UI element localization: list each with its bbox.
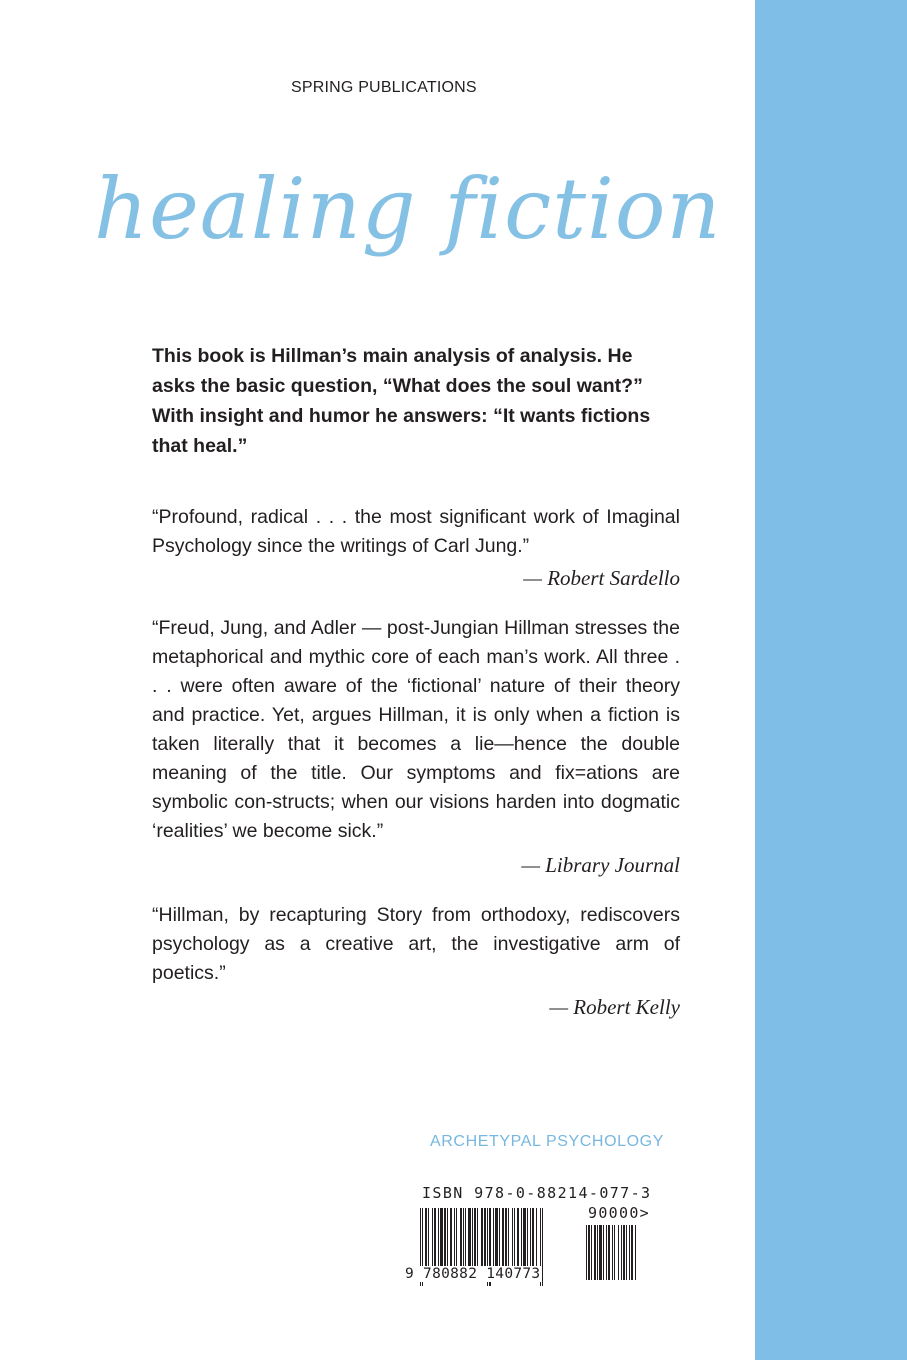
category-label: ARCHETYPAL PSYCHOLOGY (430, 1133, 664, 1150)
back-cover-text (152, 341, 680, 1022)
blurb-attribution: — Robert Sardello (523, 566, 680, 590)
isbn-barcode (404, 1180, 675, 1300)
barcode-bar (629, 1225, 630, 1280)
barcode-bar (591, 1225, 592, 1280)
barcode-bar (621, 1225, 622, 1280)
barcode-bar (612, 1225, 613, 1280)
barcode-bar (626, 1225, 627, 1280)
blurb-quote: “Hillman, by recapturing Story from orthodoxy, rediscovers psychology as a creative art, the investigative arm of poetics.” (152, 904, 680, 984)
blurb-quote: “Freud, Jung, and Adler — post-Jungian Hillman stresses the metaphorical and mythic core of each man’s work. All three . . . were often aware of the ‘fictional’ nature of their theory and practice. Yet, argues Hillman, it is only when a fiction is taken literally that it becomes a lie—hence the double meaning of the title. Our symptoms and fix=ations are symbolic con-structs; when our visions harden into dogmatic ‘realities’ we become sick.” (152, 617, 680, 842)
barcode-bar (594, 1225, 596, 1280)
barcode-bar (608, 1225, 610, 1280)
barcode-bar (606, 1225, 607, 1280)
barcode-bar (603, 1225, 604, 1280)
barcode-bar (588, 1225, 590, 1280)
book-title: healing fiction (94, 160, 722, 258)
barcode-bar (618, 1225, 619, 1280)
barcode-bar (631, 1225, 633, 1280)
book-summary: This book is Hillman’s main analysis of analysis. He asks the basic question, “What does the soul want?” With insight and humor he answers: “It wants fictions that heal.” (152, 345, 651, 457)
barcode-bar (599, 1225, 602, 1280)
isbn-number: ISBN 978-0-88214-077-3 (422, 1184, 652, 1202)
barcode-addon-bars (586, 1225, 656, 1288)
barcode-bar (597, 1225, 598, 1280)
price-code: 90000> (588, 1204, 650, 1222)
spine-color-band (755, 0, 907, 1360)
barcode-digits (404, 1266, 576, 1282)
publisher-name: SPRING PUBLICATIONS (291, 79, 477, 96)
barcode-bar (586, 1225, 587, 1280)
barcode-bar (614, 1225, 615, 1280)
blurb-attribution: — Robert Kelly (549, 995, 680, 1019)
blurb-quote: “Profound, radical . . . the most significant work of Imaginal Psychology since the writings of Carl Jung.” (152, 506, 680, 557)
blurb-attribution: — Library Journal (521, 853, 680, 877)
barcode-bar (635, 1225, 636, 1280)
barcode-digits-text: 9 780882 140773 (405, 1266, 541, 1282)
barcode-bar (623, 1225, 625, 1280)
